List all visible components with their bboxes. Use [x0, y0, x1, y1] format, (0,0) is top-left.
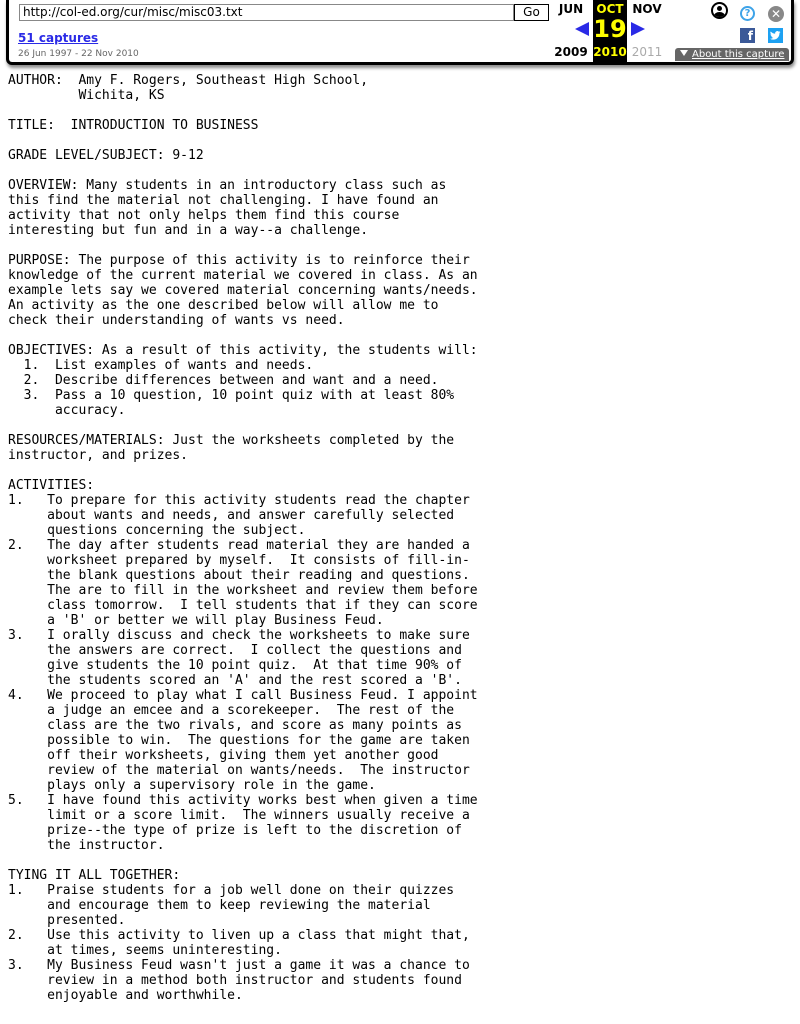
dropdown-triangle-icon: [680, 50, 688, 56]
text-line: presented.: [8, 913, 126, 928]
text-line: OBJECTIVES: As a result of this activity, the students will:: [8, 343, 478, 358]
about-capture-button[interactable]: [675, 48, 789, 61]
next-year-label: 2011: [631, 45, 663, 59]
document-text: [8, 73, 478, 1003]
text-line: the students scored an 'A' and the rest scored a 'B'.: [8, 673, 462, 688]
text-line: give students the 10 point quiz. At that time 90% of: [8, 658, 462, 673]
text-line: check their understanding of wants vs need.: [8, 313, 345, 328]
text-line: possible to win. The questions for the game are taken: [8, 733, 470, 748]
text-line: 4. We proceed to play what I call Business Feud. I appoint: [8, 688, 478, 703]
calendar-current-column: [593, 0, 627, 62]
text-line: 2. Use this activity to liven up a class that might that,: [8, 928, 470, 943]
text-line: TITLE: INTRODUCTION TO BUSINESS: [8, 118, 259, 133]
blank-line: [8, 418, 478, 433]
text-line: 1. Praise students for a job well done on their quizzes: [8, 883, 455, 898]
capture-date-range: 26 Jun 1997 - 22 Nov 2010: [18, 49, 139, 59]
calendar-next-column[interactable]: [629, 0, 665, 62]
about-capture-label: About this capture: [692, 49, 785, 60]
text-line: class are the two rivals, and score as many points as: [8, 718, 462, 733]
text-line: and encourage them to keep reviewing the material: [8, 898, 431, 913]
calendar-prev-column[interactable]: [553, 0, 589, 62]
blank-line: [8, 103, 478, 118]
close-icon[interactable]: ✕: [768, 6, 784, 22]
text-line: The are to fill in the worksheet and review them before: [8, 583, 478, 598]
twitter-icon[interactable]: [768, 28, 783, 43]
text-line: at times, seems uninteresting.: [8, 943, 282, 958]
text-line: ACTIVITIES:: [8, 478, 95, 493]
text-line: class tomorrow. I tell students that if they can score: [8, 598, 478, 613]
text-line: accuracy.: [8, 403, 126, 418]
next-capture-arrow-icon[interactable]: [631, 22, 645, 36]
text-line: Wichita, KS: [8, 88, 165, 103]
text-line: plays only a supervisory role in the game.: [8, 778, 376, 793]
text-line: the instructor.: [8, 838, 165, 853]
user-icon[interactable]: [711, 2, 728, 19]
text-line: 5. I have found this activity works best when given a time: [8, 793, 478, 808]
current-month-label: OCT: [596, 2, 624, 16]
text-line: An activity as the one described below will allow me to: [8, 298, 439, 313]
text-line: RESOURCES/MATERIALS: Just the worksheets completed by the: [8, 433, 455, 448]
text-line: limit or a score limit. The winners usually receive a: [8, 808, 470, 823]
blank-line: [8, 853, 478, 868]
text-line: 2. The day after students read material they are handed a: [8, 538, 470, 553]
text-line: PURPOSE: The purpose of this activity is to reinforce their: [8, 253, 470, 268]
text-line: prize--the type of prize is left to the discretion of: [8, 823, 462, 838]
text-line: knowledge of the current material we covered in class. As an: [8, 268, 478, 283]
text-line: GRADE LEVEL/SUBJECT: 9-12: [8, 148, 204, 163]
text-line: enjoyable and worthwhile.: [8, 988, 243, 1003]
text-line: worksheet prepared by myself. It consists of fill-in-: [8, 553, 470, 568]
text-line: TYING IT ALL TOGETHER:: [8, 868, 181, 883]
text-line: review of the material on wants/needs. The instructor: [8, 763, 470, 778]
facebook-icon[interactable]: f: [740, 28, 755, 43]
text-line: 3. Pass a 10 question, 10 point quiz with at least 80%: [8, 388, 455, 403]
text-line: a 'B' or better we will play Business Feud.: [8, 613, 384, 628]
text-line: the blank questions about their reading and questions.: [8, 568, 470, 583]
captures-link[interactable]: 51 captures: [18, 31, 99, 45]
text-line: 1. List examples of wants and needs.: [8, 358, 314, 373]
text-line: review in a method both instructor and students found: [8, 973, 462, 988]
text-line: example lets say we covered material concerning wants/needs.: [8, 283, 478, 298]
prev-capture-arrow-icon[interactable]: [575, 22, 589, 36]
go-button[interactable]: Go: [514, 4, 549, 21]
text-line: the answers are correct. I collect the questions and: [8, 643, 462, 658]
blank-line: [8, 133, 478, 148]
text-line: 2. Describe differences between and want and a need.: [8, 373, 439, 388]
blank-line: [8, 163, 478, 178]
text-line: AUTHOR: Amy F. Rogers, Southeast High School,: [8, 73, 369, 88]
blank-line: [8, 463, 478, 478]
blank-line: [8, 328, 478, 343]
text-line: 3. I orally discuss and check the worksheets to make sure: [8, 628, 470, 643]
text-line: OVERVIEW: Many students in an introductory class such as: [8, 178, 447, 193]
wayback-toolbar: [6, 0, 794, 65]
text-line: interesting but fun and in a way--a challenge.: [8, 223, 369, 238]
text-line: this find the material not challenging. I have found an: [8, 193, 439, 208]
current-day-label: 19: [593, 15, 627, 43]
text-line: about wants and needs, and answer carefully selected: [8, 508, 455, 523]
text-line: 1. To prepare for this activity students read the chapter: [8, 493, 470, 508]
url-input[interactable]: http://col-ed.org/cur/misc/misc03.txt: [19, 4, 514, 21]
blank-line: [8, 238, 478, 253]
text-line: instructor, and prizes.: [8, 448, 189, 463]
prev-month-label[interactable]: JUN: [558, 2, 584, 16]
text-line: off their worksheets, giving them yet another good: [8, 748, 439, 763]
prev-year-label[interactable]: 2009: [554, 45, 588, 59]
current-year-label: 2010: [593, 45, 627, 59]
text-line: a judge an emcee and a scorekeeper. The rest of the: [8, 703, 455, 718]
help-icon[interactable]: ?: [740, 6, 755, 21]
next-month-label[interactable]: NOV: [632, 2, 662, 16]
text-line: questions concerning the subject.: [8, 523, 306, 538]
text-line: activity that not only helps them find this course: [8, 208, 400, 223]
text-line: 3. My Business Feud wasn't just a game it was a chance to: [8, 958, 470, 973]
